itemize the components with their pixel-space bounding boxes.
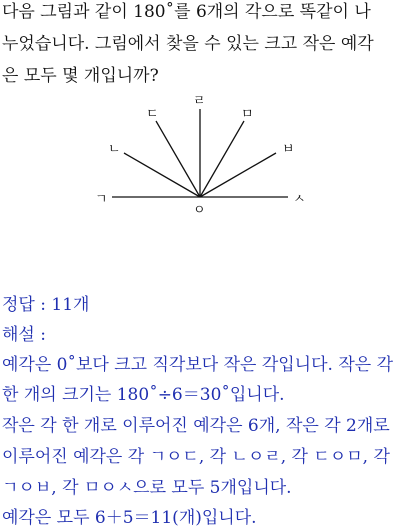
label-m: ㅁ [241, 107, 254, 122]
explanation-line-4: 이루어진 예각은 각 ㄱㅇㄷ, 각 ㄴㅇㄹ, 각 ㄷㅇㅁ, 각 [2, 447, 390, 467]
question-line-3: 은 모두 몇 개입니까? [2, 66, 159, 86]
question-line-1: 다음 그림과 같이 180˚를 6개의 각으로 똑같이 나 [2, 2, 371, 22]
explanation-line-2: 한 개의 크기는 180˚÷6＝30˚입니다. [2, 385, 285, 405]
label-s: ㅅ [293, 192, 306, 207]
explanation-line-3: 작은 각 한 개로 이루어진 예각은 6개, 작은 각 2개로 [2, 416, 390, 436]
label-r: ㄹ [193, 94, 206, 109]
label-g: ㄱ [95, 192, 108, 207]
ray-d [156, 121, 200, 197]
answer-line: 정답 : 11개 [2, 295, 90, 315]
explanation-line-6: 예각은 모두 6＋5＝11(개)입니다. [2, 508, 257, 528]
figure-rays [112, 109, 288, 197]
explanation-heading: 해설 : [2, 325, 46, 345]
explanation-line-5: ㄱㅇㅂ, 각 ㅁㅇㅅ으로 모두 5개입니다. [2, 478, 292, 498]
explanation-line-1: 예각은 0˚보다 크고 직각보다 작은 각입니다. 작은 각 [2, 355, 393, 375]
label-o: ㅇ [193, 203, 206, 218]
ray-b [200, 153, 276, 197]
ray-m [200, 121, 244, 197]
label-b: ㅂ [282, 142, 295, 157]
label-d: ㄷ [146, 107, 159, 122]
ray-n [124, 153, 200, 197]
label-n: ㄴ [108, 142, 121, 157]
question-line-2: 누었습니다. 그림에서 찾을 수 있는 크고 작은 예각 [2, 34, 374, 54]
